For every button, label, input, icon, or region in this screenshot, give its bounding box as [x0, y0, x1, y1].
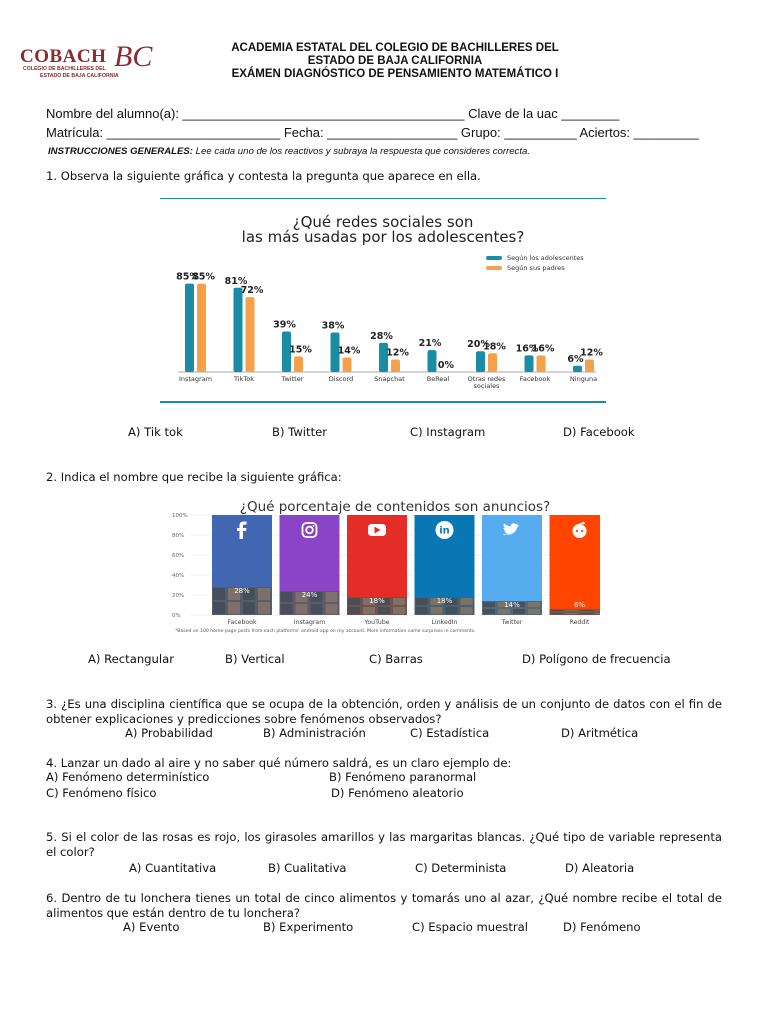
category-label-instagram: Instagram: [178, 375, 213, 383]
category-label-ninguna: Ninguna: [569, 375, 598, 383]
value-label-tiktok-parents: 72%: [240, 285, 264, 297]
ad-tile: [596, 613, 601, 614]
value-label-facebook-parents: 16%: [531, 343, 555, 355]
value-label-snapchat-parents: 12%: [386, 347, 409, 359]
category-label-bereal: BeReal: [426, 375, 450, 383]
question-2: 2. Indica el nombre que recibe la siguiente gráfica:: [46, 470, 342, 484]
youtube-icon: [368, 524, 386, 536]
category-label-twitter: Twitter: [281, 375, 304, 383]
ad-tile: [363, 607, 375, 614]
ad-tile: [243, 602, 255, 614]
value-label-bereal-parents: 0%: [437, 360, 455, 371]
category-label-facebook: Facebook: [227, 619, 257, 626]
header-line-2: ESTADO DE BAJA CALIFORNIA: [307, 55, 483, 67]
legend-swatch-teens: [486, 256, 502, 260]
bar-ninguna-parents: [585, 360, 594, 372]
ad-tile: [483, 609, 495, 614]
bar-twitter-parents: [294, 356, 303, 372]
q2-option-b[interactable]: B) Vertical: [225, 652, 285, 666]
value-label-ninguna-parents: 12%: [580, 347, 603, 359]
category-label-instagram: Instagram: [293, 619, 326, 626]
chart-1-title-line-1: ¿Qué redes sociales son: [292, 213, 474, 231]
value-label-otras-redes-sociales-parents: 18%: [483, 341, 506, 353]
ad-tile: [416, 598, 428, 605]
value-label-ninguna-teens: 6%: [567, 353, 584, 365]
value-label-youtube: 18%: [369, 597, 385, 605]
ad-tile: [551, 613, 563, 614]
q1-option-a[interactable]: A) Tik tok: [128, 425, 183, 439]
q4-option-c[interactable]: C) Fenómeno físico: [46, 786, 157, 800]
bar-instagram-parents: [197, 284, 206, 372]
legend-item-parents: [486, 264, 584, 272]
student-id-line: Matrícula: ________________________ Fecha: __________________ Grupo: __________ Aciertos: _________: [46, 125, 699, 140]
q6-option-b[interactable]: B) Experimento: [263, 920, 354, 934]
q3-option-b[interactable]: B) Administración: [263, 726, 366, 740]
ad-tile: [311, 604, 323, 614]
chart-ads-svg: [170, 497, 600, 637]
y-tick-20: 20%: [172, 593, 185, 599]
legend-label-parents: Según sus padres: [507, 264, 565, 272]
ad-tile: [296, 604, 308, 614]
q4-option-b[interactable]: B) Fenómeno paranormal: [329, 770, 477, 784]
bar-otras-redes-sociales-teens: [476, 351, 485, 372]
value-label-bereal-teens: 21%: [418, 338, 442, 350]
value-label-twitter-parents: 15%: [289, 344, 312, 356]
bar-tiktok-teens: [234, 288, 243, 372]
ad-tile: [281, 592, 293, 602]
category-label-otras-redes-sociales-1: sociales: [473, 382, 500, 390]
bar-facebook-teens: [525, 355, 534, 372]
ad-tile: [393, 598, 405, 605]
q2-option-a[interactable]: A) Rectangular: [88, 652, 174, 666]
question-6: 6. Dentro de tu lonchera tienes un total de cinco alimentos y tomarás uno al azar, ¿Qué nombre recibe el total de alimentos que están dentro de tu lonchera?: [46, 891, 722, 920]
category-label-reddit: Reddit: [569, 619, 590, 626]
ad-tile: [566, 610, 578, 611]
ad-tile: [416, 607, 428, 614]
ad-tile: [581, 610, 593, 611]
cobach-logo: [20, 40, 160, 82]
ad-tile: [258, 602, 270, 614]
ad-tile: [431, 607, 443, 614]
ad-tile: [596, 610, 601, 611]
value-label-instagram-teens: 85%: [176, 271, 199, 283]
q6-option-d[interactable]: D) Fenómeno: [563, 920, 641, 934]
ad-tile: [378, 607, 390, 614]
ad-tile: [281, 604, 293, 614]
ad-tile: [513, 609, 525, 614]
ad-tile: [461, 607, 473, 614]
general-instructions: [48, 146, 530, 157]
ad-tile: [258, 588, 270, 600]
value-label-instagram: 24%: [301, 591, 318, 599]
ad-tile: [213, 588, 225, 600]
q6-option-c[interactable]: C) Espacio muestral: [412, 920, 528, 934]
instructions-text: Lee cada uno de los reactivos y subraya la respuesta que consideres correcta.: [192, 146, 531, 157]
linkedin-icon: [436, 521, 454, 539]
ad-tile: [483, 602, 495, 607]
ad-share-reddit: [550, 609, 601, 615]
value-label-twitter: 14%: [504, 601, 520, 609]
ad-tile: [393, 607, 405, 614]
q1-option-b[interactable]: B) Twitter: [272, 425, 328, 439]
value-label-facebook-teens: 16%: [515, 343, 539, 355]
category-label-linkedin: LinkedIn: [431, 619, 458, 626]
bar-snapchat-parents: [391, 360, 400, 372]
header-line-3: EXÁMEN DIAGNÓSTICO DE PENSAMIENTO MATEMÁTICO I: [231, 68, 559, 80]
svg-text:in: in: [439, 525, 450, 537]
chart-2-footnote: *Based on 100 home-page posts from each platforms' android app on my account. More information came surprises in comments.: [175, 629, 476, 634]
value-label-facebook: 28%: [234, 587, 250, 595]
q4-option-d[interactable]: D) Fenómeno aleatorio: [331, 786, 464, 800]
y-tick-60: 60%: [172, 553, 185, 559]
y-tick-0: 0%: [172, 613, 181, 619]
bar-instagram-teens: [185, 284, 194, 372]
legend-swatch-parents: [486, 266, 502, 270]
y-tick-80: 80%: [172, 533, 185, 539]
chart-1-legend: [486, 254, 584, 272]
header-line-1: ACADEMIA ESTATAL DEL COLEGIO DE BACHILLERES DEL: [231, 42, 559, 54]
bar-tiktok-parents: [246, 297, 255, 372]
q1-option-d[interactable]: D) Facebook: [563, 425, 635, 439]
ad-tile: [551, 610, 563, 611]
chart-2-title: ¿Qué porcentaje de contenidos son anuncios?: [239, 499, 551, 515]
bar-discord-parents: [343, 357, 352, 372]
category-label-tiktok: TikTok: [234, 375, 254, 383]
chart-ads-percentage: [170, 497, 600, 637]
q3-option-d[interactable]: D) Aritmética: [561, 726, 639, 740]
value-label-instagram-parents: 85%: [192, 271, 215, 283]
value-label-linkedin: 18%: [436, 597, 453, 605]
q5-option-a[interactable]: A) Cuantitativa: [129, 861, 217, 875]
bar-otras-redes-sociales-parents: [488, 353, 497, 372]
ad-tile: [326, 592, 338, 602]
ad-tile: [348, 598, 360, 605]
q3-option-a[interactable]: A) Probabilidad: [125, 726, 213, 740]
ad-tile: [446, 607, 458, 614]
q3-option-c[interactable]: C) Estadística: [410, 726, 490, 740]
category-label-otras-redes-sociales: Otras redes: [467, 375, 506, 383]
ad-tile: [528, 609, 540, 614]
y-tick-100: 100%: [172, 513, 188, 519]
legend-label-teens: Según los adolescentes: [507, 254, 584, 262]
question-1: 1. Observa la siguiente gráfica y contesta la pregunta que aparece en ella.: [46, 169, 481, 183]
q1-option-c[interactable]: C) Instagram: [410, 425, 486, 439]
question-5: 5. Si el color de las rosas es rojo, los girasoles amarillos y las margaritas blancas. ¿Qué tipo de variable representa el color?: [46, 830, 722, 859]
value-label-discord-teens: 38%: [321, 320, 345, 332]
value-label-otras-redes-sociales-teens: 20%: [467, 339, 490, 351]
ad-tile: [326, 604, 338, 614]
ad-tile: [581, 613, 593, 614]
category-label-discord: Discord: [328, 375, 354, 383]
q2-option-c[interactable]: C) Barras: [369, 652, 423, 666]
chart-1-title-line-2: las más usadas por los adolescentes?: [241, 228, 525, 246]
question-3: 3. ¿Es una disciplina científica que se ocupa de la obtención, orden y análisis de un conjunto de datos con el fin de obtener explicaciones y predicciones sobre fenómenos observados?: [46, 697, 722, 726]
question-4: 4. Lanzar un dado al aire y no saber qué número saldrá, es un claro ejemplo de:: [46, 756, 512, 770]
value-label-tiktok-teens: 81%: [224, 275, 248, 287]
q5-option-d[interactable]: D) Aleatoria: [565, 861, 635, 875]
category-label-facebook: Facebook: [519, 375, 551, 383]
q5-option-b[interactable]: B) Cualitativa: [268, 861, 347, 875]
value-label-reddit: 6%: [573, 601, 586, 609]
y-tick-40: 40%: [172, 573, 185, 579]
ad-tile: [461, 598, 473, 605]
bar-ninguna-teens: [573, 366, 582, 372]
ad-tile: [528, 602, 540, 607]
category-label-youtube: YouTube: [364, 619, 390, 626]
instructions-label: INSTRUCCIONES GENERALES:: [48, 146, 193, 157]
ad-tile: [228, 602, 240, 614]
q6-option-a[interactable]: A) Evento: [123, 920, 180, 934]
ad-tile: [348, 607, 360, 614]
bar-facebook-parents: [537, 355, 546, 372]
chart-social-networks: [160, 198, 606, 403]
legend-item-teens: [486, 254, 584, 262]
student-name-line: Nombre del alumno(a): _______________________________________ Clave de la uac ________: [46, 106, 620, 121]
logo-subtitle-2: ESTADO DE BAJA CALIFORNIA: [40, 73, 119, 79]
value-label-discord-parents: 14%: [337, 345, 361, 357]
ad-tile: [498, 609, 510, 614]
logo-subtitle-1: COLEGIO DE BACHILLERES DEL: [23, 66, 106, 72]
logo-text: COBACH: [20, 46, 107, 67]
chart-2-bars: [212, 515, 600, 626]
q4-option-a[interactable]: A) Fenómeno determinístico: [46, 770, 210, 784]
value-label-snapchat-teens: 28%: [370, 330, 393, 342]
category-label-snapchat: Snapchat: [374, 375, 405, 383]
q5-option-c[interactable]: C) Determinista: [415, 861, 507, 875]
q2-option-d[interactable]: D) Polígono de frecuencia: [522, 652, 671, 666]
ad-tile: [213, 602, 225, 614]
bar-bereal-teens: [428, 350, 437, 372]
logo-bc: BC: [114, 40, 153, 73]
value-label-twitter-teens: 39%: [273, 319, 296, 331]
category-label-twitter: Twitter: [501, 619, 523, 626]
ad-tile: [566, 613, 578, 614]
